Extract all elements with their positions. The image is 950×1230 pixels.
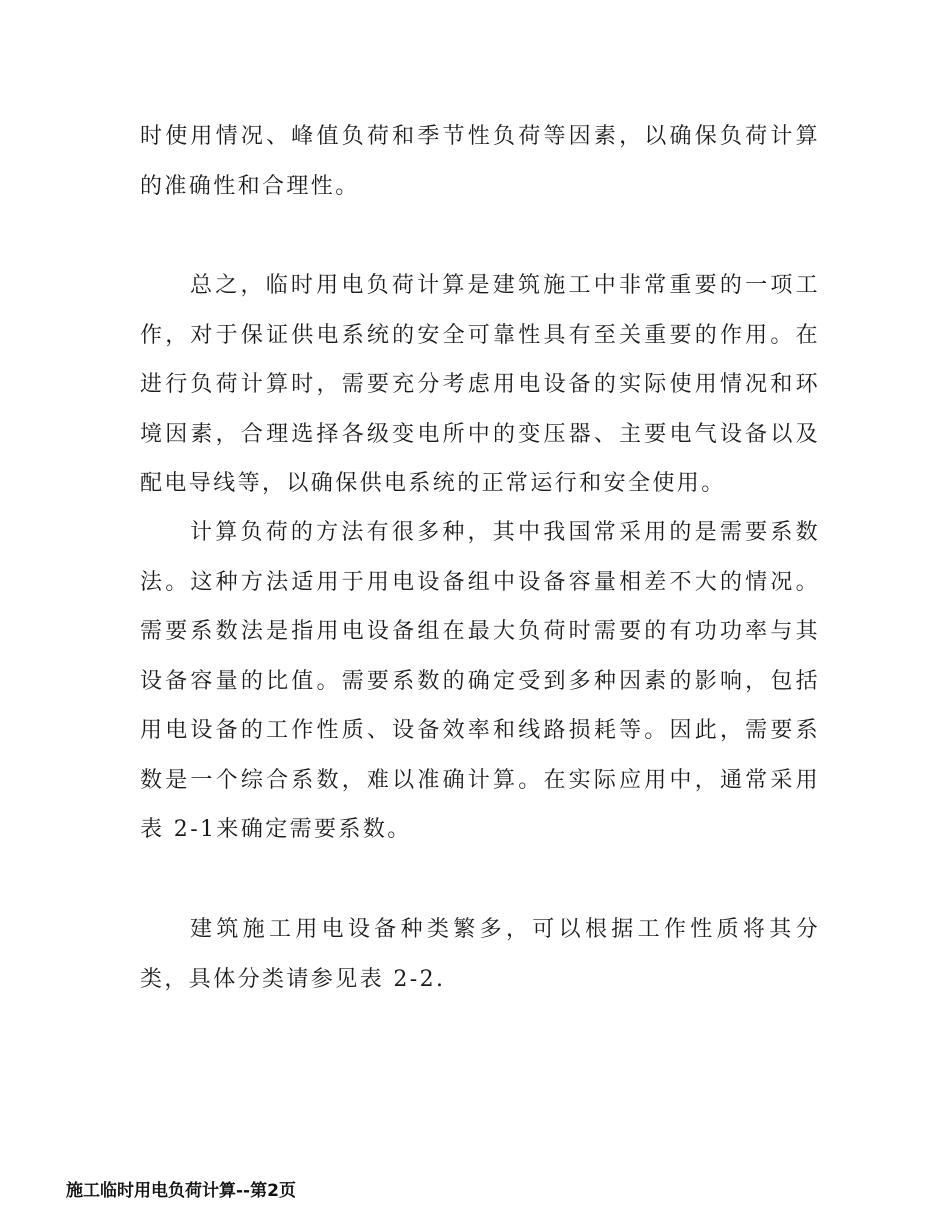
paragraph-continuation: 时使用情况、峰值负荷和季节性负荷等因素，以确保负荷计算的准确性和合理性。	[140, 124, 820, 199]
paragraph-summary: 总之，临时用电负荷计算是建筑施工中非常重要的一项工作，对于保证供电系统的安全可靠性具有至关重要的作用。在进行负荷计算时，需要充分考虑用电设备的实际使用情况和环境因素，合理选择各级变电所中的变压器、主要电气设备以及配电导线等，以确保供电系统的正常运行和安全使用。	[140, 273, 820, 496]
page-footer: 施工临时用电负荷计算--第2页	[66, 1181, 296, 1201]
paragraph-equipment-classification: 建筑施工用电设备种类繁多，可以根据工作性质将其分类，具体分类请参见表 2-2.	[140, 917, 820, 992]
paragraph-demand-factor-method: 计算负荷的方法有很多种，其中我国常采用的是需要系数法。这种方法适用于用电设备组中设备容量相差不大的情况。需要系数法是指用电设备组在最大负荷时需要的有功功率与其设备容量的比值。需要系数的确定受到多种因素的影响，包括用电设备的工作性质、设备效率和线路损耗等。因此，需要系数是一个综合系数，难以准确计算。在实际应用中，通常采用表 2-1来确定需要系数。	[140, 520, 820, 842]
